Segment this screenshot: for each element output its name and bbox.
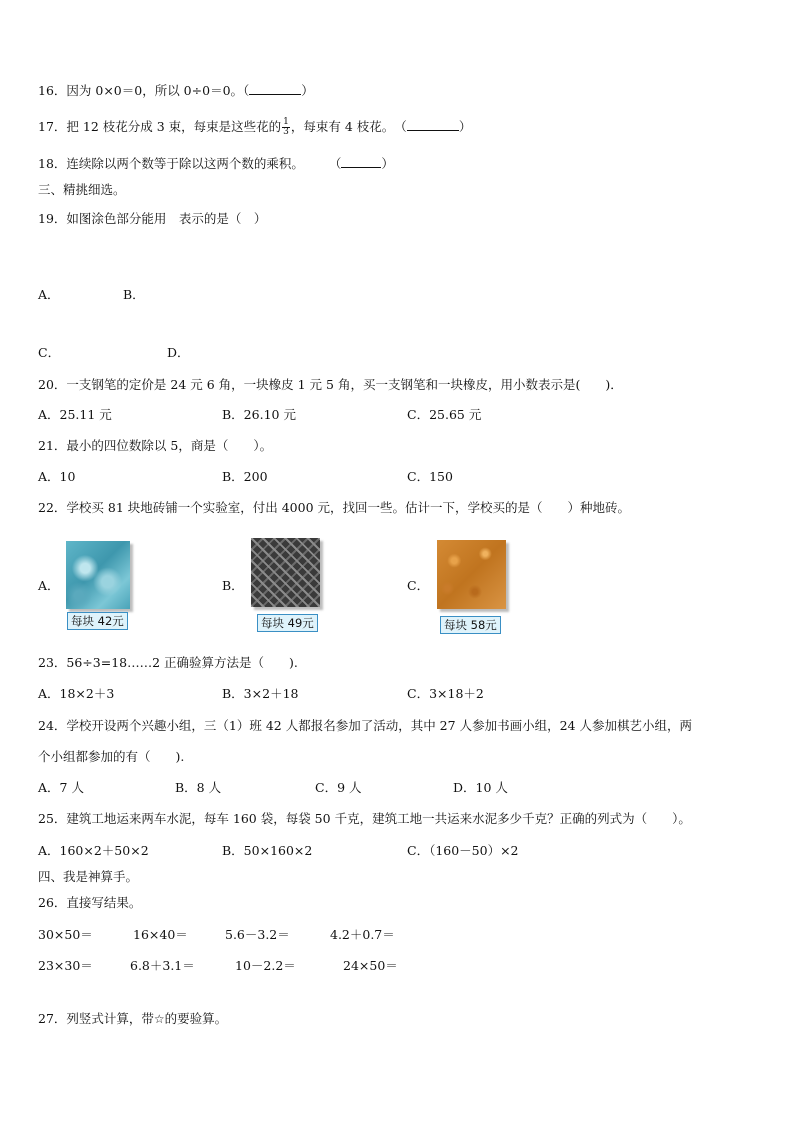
q24-option-c[interactable]: C．9 人 bbox=[315, 780, 362, 795]
question-21: 21．最小的四位数除以 5，商是（ ）。 bbox=[38, 438, 273, 453]
question-17 bbox=[38, 118, 471, 137]
question-27 bbox=[38, 1011, 227, 1027]
calc-item[interactable]: 5.6－3.2＝ bbox=[225, 927, 290, 942]
question-25: 25．建筑工地运来两车水泥，每车 160 袋，每袋 50 千克，建筑工地一共运来水泥多少千克？正确的列式为（ ）。 bbox=[38, 811, 691, 826]
q21-option-b[interactable]: B．200 bbox=[222, 469, 268, 484]
calc-item[interactable]: 6.8＋3.1＝ bbox=[130, 958, 195, 973]
section-4-heading: 四、我是神算手。 bbox=[38, 869, 139, 884]
q22-option-b[interactable]: B． bbox=[222, 578, 244, 593]
q25-option-a[interactable]: A．160×2＋50×2 bbox=[38, 843, 149, 858]
floor-tile-cork-image[interactable] bbox=[437, 540, 506, 609]
q24-option-d[interactable]: D．10 人 bbox=[453, 780, 508, 795]
q23-option-c[interactable]: C．3×18＋2 bbox=[407, 686, 484, 701]
price-tag-c: 每块 58元 bbox=[440, 616, 501, 634]
q24-option-a[interactable]: A．7 人 bbox=[38, 780, 84, 795]
q20-option-b[interactable]: B．26.10 元 bbox=[222, 407, 296, 422]
q20-option-c[interactable]: C．25.65 元 bbox=[407, 407, 482, 422]
question-18-close: ） bbox=[381, 156, 394, 171]
question-16-text: 16．因为 0×0＝0，所以 0÷0＝0。（ bbox=[38, 83, 250, 98]
question-22: 22．学校买 81 块地砖铺一个实验室，付出 4000 元，找回一些。估计一下，学校买的是（ ）种地砖。 bbox=[38, 500, 631, 515]
q19-option-c[interactable]: C． bbox=[38, 345, 61, 360]
question-18-text: 18．连续除以两个数等于除以这两个数的乘积。 （ bbox=[38, 156, 342, 171]
price-tag-b: 每块 49元 bbox=[257, 614, 318, 632]
question-20: 20．一支钢笔的定价是 24 元 6 角，一块橡皮 1 元 5 角，买一支钢笔和一块橡皮，用小数表示是( )． bbox=[38, 377, 623, 392]
calc-item[interactable]: 23×30＝ bbox=[38, 958, 93, 973]
question-23: 23．56÷3=18……2 正确验算方法是（ ). bbox=[38, 655, 298, 670]
q25-option-c[interactable]: C．（160－50）×2 bbox=[407, 843, 519, 858]
q20-option-a[interactable]: A．25.11 元 bbox=[38, 407, 112, 422]
question-19: 19．如图涂色部分能用 表示的是（ ） bbox=[38, 211, 267, 226]
question-26: 26．直接写结果。 bbox=[38, 895, 142, 910]
calc-item[interactable]: 10－2.2＝ bbox=[235, 958, 296, 973]
answer-blank-18[interactable] bbox=[341, 167, 381, 168]
question-24-line-2: 个小组都参加的有（ ). bbox=[38, 749, 185, 764]
floor-tile-blue-image[interactable] bbox=[66, 541, 130, 609]
question-27-post: 的要验算。 bbox=[164, 1011, 228, 1026]
q21-option-a[interactable]: A．10 bbox=[38, 469, 76, 484]
answer-blank-16[interactable] bbox=[249, 94, 301, 95]
fraction-denominator: 3 bbox=[283, 127, 289, 137]
calc-item[interactable]: 24×50＝ bbox=[343, 958, 398, 973]
q19-option-b[interactable]: B． bbox=[123, 287, 145, 302]
q23-option-a[interactable]: A．18×2＋3 bbox=[38, 686, 115, 701]
q22-option-a[interactable]: A． bbox=[38, 578, 60, 593]
question-17-post: ，每束有 4 枝花。 （ bbox=[290, 119, 407, 134]
fraction-one-third bbox=[282, 118, 290, 137]
answer-blank-17[interactable] bbox=[407, 130, 459, 131]
q24-option-b[interactable]: B．8 人 bbox=[175, 780, 222, 795]
question-17-close: ） bbox=[458, 119, 472, 134]
floor-tile-weave-image[interactable] bbox=[251, 538, 320, 607]
question-16-close: ） bbox=[301, 83, 314, 98]
star-icon: ☆ bbox=[153, 1012, 165, 1026]
q23-option-b[interactable]: B．3×2＋18 bbox=[222, 686, 299, 701]
q25-option-b[interactable]: B．50×160×2 bbox=[222, 843, 313, 858]
calc-item[interactable]: 4.2＋0.7＝ bbox=[330, 927, 395, 942]
calc-item[interactable]: 16×40＝ bbox=[133, 927, 188, 942]
question-18 bbox=[38, 156, 394, 172]
question-16 bbox=[38, 83, 314, 99]
calc-item[interactable]: 30×50＝ bbox=[38, 927, 93, 942]
q21-option-c[interactable]: C．150 bbox=[407, 469, 453, 484]
question-27-pre: 27．列竖式计算，带 bbox=[38, 1011, 154, 1026]
q22-option-c[interactable]: C． bbox=[407, 578, 430, 593]
question-17-pre: 17．把 12 枝花分成 3 束，每束是这些花的 bbox=[38, 119, 282, 134]
fraction-numerator: 1 bbox=[283, 117, 289, 127]
section-3-heading: 三、精挑细选。 bbox=[38, 182, 126, 197]
q19-option-a[interactable]: A． bbox=[38, 287, 60, 302]
q19-option-d[interactable]: D． bbox=[167, 345, 190, 360]
question-24-line-1: 24．学校开设两个兴趣小组，三（1）班 42 人都报名参加了活动，其中 27 人参加书画小组，24 人参加棋艺小组，两 bbox=[38, 718, 692, 733]
price-tag-a: 每块 42元 bbox=[67, 612, 128, 630]
